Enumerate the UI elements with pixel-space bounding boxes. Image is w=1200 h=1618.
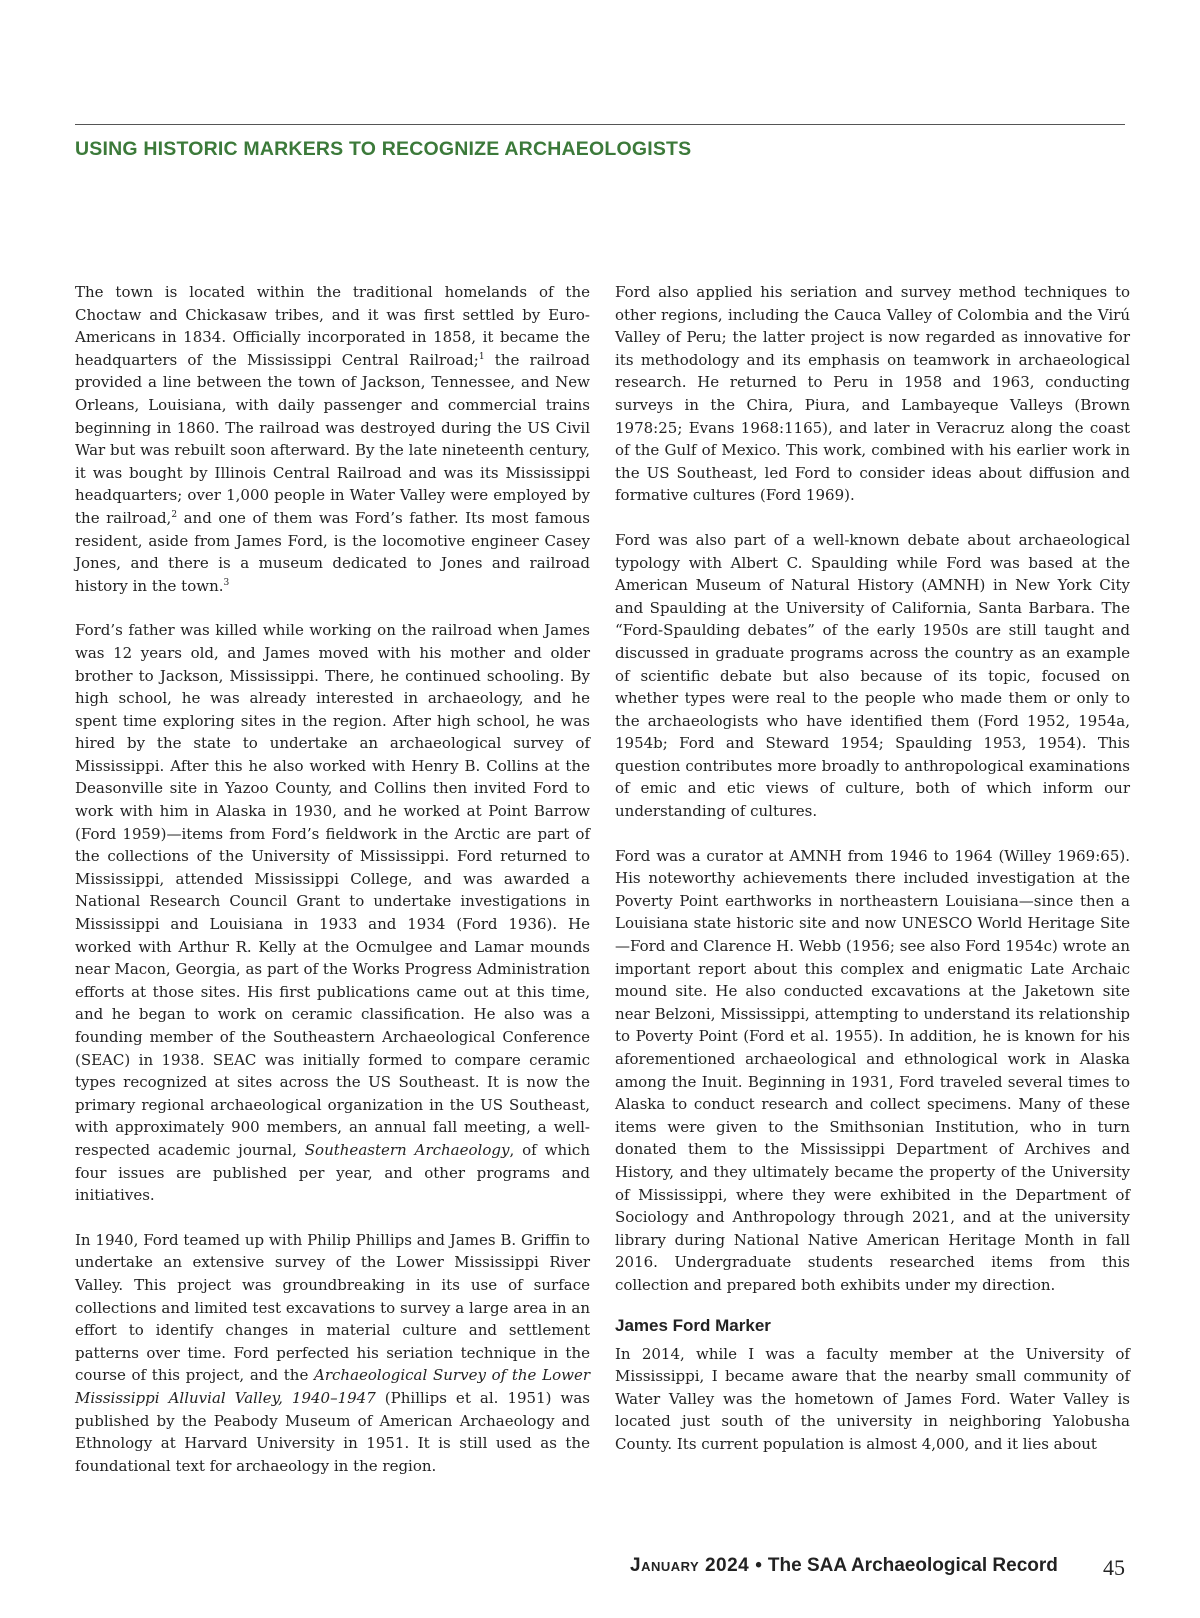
right-column <box>615 281 1130 1478</box>
footnote-ref-3[interactable]: 3 <box>223 577 230 588</box>
book-title: Archaeological Survey of the Lower Mississippi Alluvial Valley, 1940–1947 <box>75 1366 590 1407</box>
footer-issue-date: January 2024 <box>630 1555 750 1576</box>
page-footer <box>600 1553 1125 1583</box>
section-title: USING HISTORIC MARKERS TO RECOGNIZE ARCHAEOLOGISTS <box>75 138 692 160</box>
journal-title: Southeastern Archaeology <box>304 1140 510 1159</box>
page-number: 45 <box>1103 1555 1125 1580</box>
paragraph-lower-mississippi-survey: In 1940, Ford teamed up with Philip Phillips and James B. Griffin to undertake an extensive survey of the Lower Mississippi River Valley. This project was groundbreaking in its use of surface collections and limited test excavations to survey a large area in an effort to identify changes in material culture and settlement patterns over time. Ford perfected his seriation technique in the course of this project, and the Archaeological Survey of the Lower Mississippi Alluvial Valley, 1940–1947 (Phillips et al. 1951) was published by the Peabody Museum of American Archaeology and Ethnology at Harvard University in 1951. It is still used as the foundational text for archaeology in the region. <box>75 1230 590 1475</box>
paragraph-marker-intro: In 2014, while I was a faculty member at the University of Mississippi, I became aware that the nearby small community of Water Valley was the hometown of James Ford. Water Valley is located just south of the university in neighboring Yalobusha County. Its current population is almost 4,000, and it lies about <box>615 1344 1130 1453</box>
footer-publication-title: The SAA Archaeological Record <box>767 1555 1058 1576</box>
left-column <box>75 281 590 1499</box>
footnote-ref-1[interactable]: 1 <box>478 351 485 362</box>
footer-publication-line <box>630 1555 1058 1577</box>
paragraph-town-history: The town is located within the traditional homelands of the Choctaw and Chickasaw tribes, and it was first settled by Euro-Americans in 1834. Officially incorporated in 1858, it became the headquarters of the Mississippi Central Railroad;$^1$ the railroad provided a line between the town of Jackson, Tennessee, and New Orleans, Louisiana, with daily passenger and commercial trains beginning in 1860. The railroad was destroyed during the US Civil War but was rebuilt soon afterward. By the late nineteenth century, it was bought by Illinois Central Railroad and was its Mississippi headquarters; over 1,000 people in Water Valley were employed by the railroad,$^2$ and one of them was Ford’s father. Its most famous resident, aside from James Ford, is the locomotive engineer Casey Jones, and there is a museum dedicated to Jones and railroad history in the town.$^3$ <box>75 283 590 595</box>
paragraph-amnh-curator: Ford was a curator at AMNH from 1946 to 1964 (Willey 1969:65). His noteworthy achievements there included investigation at the Poverty Point earthworks in northeastern Louisiana—since then a Louisiana state historic site and now UNESCO World Heritage Site—Ford and Clarence H. Webb (1956; see also Ford 1954c) wrote an important report about this complex and enigmatic Late Archaic mound site. He also conducted excavations at the Jaketown site near Belzoni, Mississippi, attempting to understand its relationship to Poverty Point (Ford et al. 1955). In addition, he is known for his aforementioned archaeological and ethnological work in Alaska among the Inuit. Beginning in 1931, Ford traveled several times to Alaska to conduct research and collect specimens. Many of these items were given to the Smithsonian Institution, who in turn donated them to the Mississippi Department of Archives and History, and they ultimately became the property of the University of Mississippi, where they were exhibited in the Department of Sociology and Anthropology through 2021, and at the university library during National Native American Heritage Month in fall 2016. Undergraduate students researched items from this collection and prepared both exhibits under my direction. <box>615 846 1130 1294</box>
paragraph-seriation-regions: Ford also applied his seriation and survey method techniques to other regions, including the Cauca Valley of Colombia and the Virú Valley of Peru; the latter project is now regarded as innovative for its methodology and its emphasis on teamwork in archaeological research. He returned to Peru in 1958 and 1963, conducting surveys in the Chira, Piura, and Lambayeque Valleys (Brown 1978:25; Evans 1968:1165), and later in Veracruz along the coast of the Gulf of Mexico. This work, combined with his earlier work in the US Southeast, led Ford to consider ideas about diffusion and formative cultures (Ford 1969). <box>615 283 1130 505</box>
header-rule <box>75 124 1125 125</box>
footer-separator: • <box>755 1555 762 1576</box>
subheading-james-ford-marker: James Ford Marker <box>615 1315 771 1335</box>
footnote-ref-2[interactable]: 2 <box>171 509 178 520</box>
paragraph-ford-early-life: Ford’s father was killed while working on the railroad when James was 12 years old, and James moved with his mother and older brother to Jackson, Mississippi. There, he continued schooling. By high school, he was already interested in archaeology, and he spent time exploring sites in the region. After high school, he was hired by the state to undertake an archaeological survey of Mississippi. After this he also worked with Henry B. Collins at the Deasonville site in Yazoo County, and Collins then invited Ford to work with him in Alaska in 1930, and he worked at Point Barrow (Ford 1959)—items from Ford’s fieldwork in the Arctic are part of the collections of the University of Mississippi. Ford returned to Mississippi, attended Mississippi College, and was awarded a National Research Council Grant to undertake investigations in Mississippi and Louisiana in 1933 and 1934 (Ford 1936). He worked with Arthur R. Kelly at the Ocmulgee and Lamar mounds near Macon, Georgia, as part of the Works Progress Administration efforts at those sites. His first publications came out at this time, and he began to work on ceramic classification. He also was a founding member of the Southeastern Archaeological Conference (SEAC) in 1938. SEAC was initially formed to compare ceramic types recognized at sites across the US Southeast. It is now the primary regional archaeological organization in the US Southeast, with approximately 900 members, an annual fall meeting, a well-respected academic journal, Southeastern Archaeology, of which four issues are published per year, and other programs and initiatives. <box>75 621 590 1205</box>
paragraph-ford-spaulding-debate: Ford was also part of a well-known debate about archaeological typology with Albert C. Spaulding while Ford was based at the American Museum of Natural History (AMNH) in New York City and Spaulding at the University of California, Santa Barbara. The “Ford-Spaulding debates” of the early 1950s are still taught and discussed in graduate programs across the country as an example of scientific debate but also because of its topic, focused on whether types were real to the people who made them or only to the archaeologists who have identified them (Ford 1952, 1954a, 1954b; Ford and Steward 1954; Spaulding 1953, 1954). This question contributes more broadly to anthropological examinations of emic and etic views of culture, both of which inform our understanding of cultures. <box>615 530 1130 821</box>
